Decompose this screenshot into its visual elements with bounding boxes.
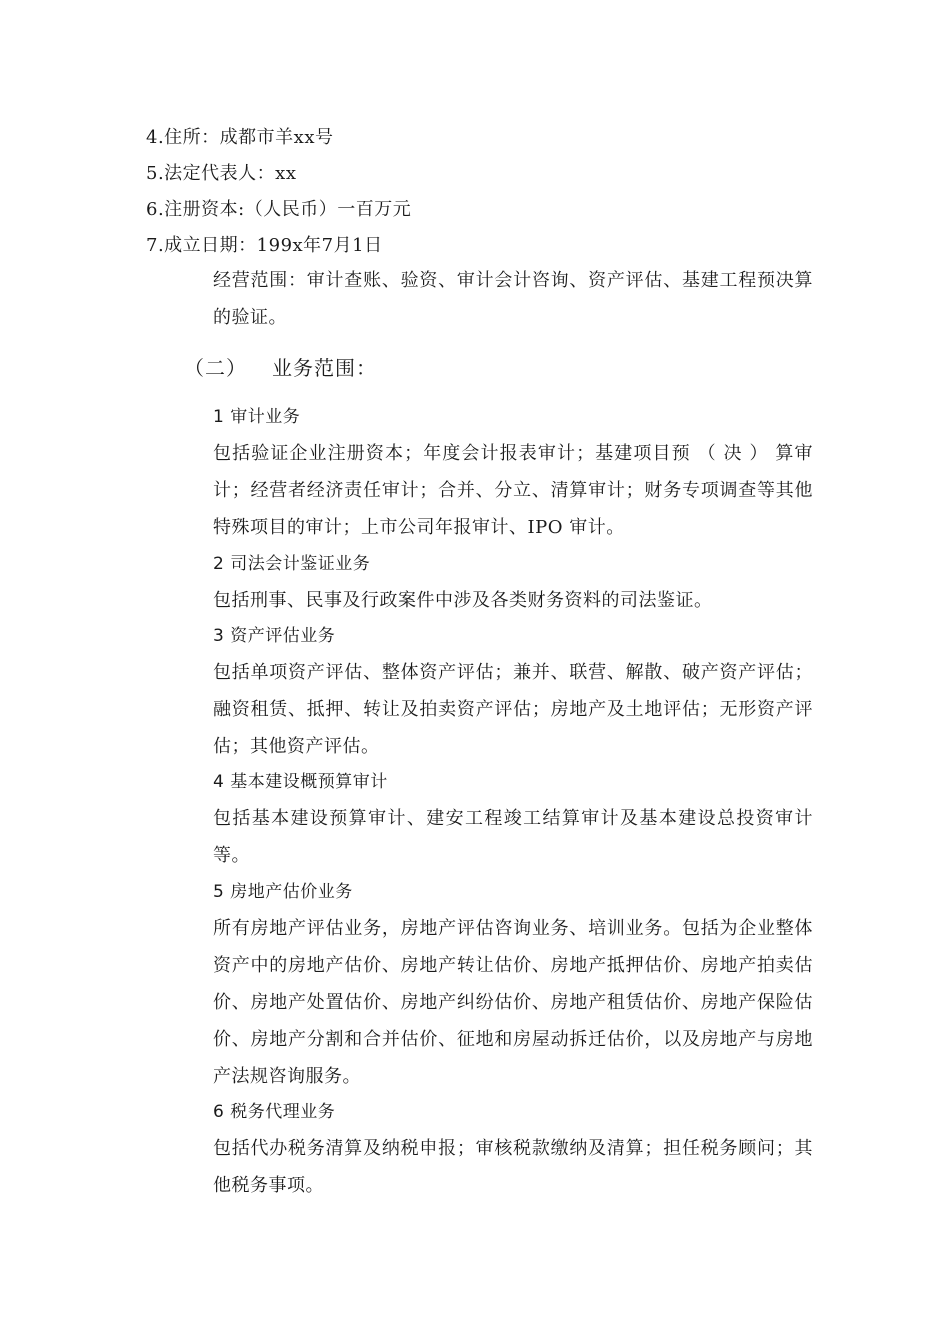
service-title-construction-budget: 4 基本建设概预算审计 [213,772,388,792]
section-number: （二） [184,356,247,380]
service-desc-judicial: 包括刑事、民事及行政案件中涉及各类财务资料的司法鉴证。 [213,590,713,611]
info-address: 4.住所：成都市羊xx号 [146,127,334,148]
info-legal-representative: 5.法定代表人：xx [146,163,297,184]
service-desc-audit: 包括验证企业注册资本；年度会计报表审计；基建项目预 （ 决 ） 算审计；经营者经济责任审计；合并、分立、清算审计；财务专项调查等其他特殊项目的审计；上市公司年报审计、IPO 审计。 [213,443,813,538]
service-desc-real-estate: 所有房地产评估业务，房地产评估咨询业务、培训业务。包括为企业整体资产中的房地产估价、房地产转让估价、房地产抵押估价、房地产拍卖估价、房地产处置估价、房地产纠纷估价、房地产租赁估价、房地产保险估价、房地产分割和合并估价、征地和房屋动拆迁估价，以及房地产与房地产法规咨询服务。 [213,918,813,1087]
info-established-date: 7.成立日期：199x年7月1日 [146,235,383,256]
service-desc-construction-budget: 包括基本建设预算审计、建安工程竣工结算审计及基本建设总投资审计等。 [213,808,813,866]
service-title-tax-agency: 6 税务代理业务 [213,1102,336,1122]
service-title-audit: 1 审计业务 [213,407,301,427]
section-heading [184,354,377,382]
service-title-real-estate: 5 房地产估价业务 [213,882,353,902]
service-desc-asset-valuation: 包括单项资产评估、整体资产评估；兼并、联营、解散、破产资产评估；融资租赁、抵押、转让及拍卖资产评估；房地产及土地评估；无形资产评估；其他资产评估。 [213,662,813,757]
service-desc-tax-agency: 包括代办税务清算及纳税申报；审核税款缴纳及清算；担任税务顾问；其他税务事项。 [213,1138,813,1196]
service-title-judicial: 2 司法会计鉴证业务 [213,554,371,574]
section-title: 业务范围： [272,356,377,380]
business-scope-paragraph: 经营范围：审计查账、验资、审计会计咨询、资产评估、基建工程预决算的验证。 [213,270,813,328]
service-title-asset-valuation: 3 资产评估业务 [213,626,336,646]
info-registered-capital: 6.注册资本:（人民币）一百万元 [146,199,412,220]
